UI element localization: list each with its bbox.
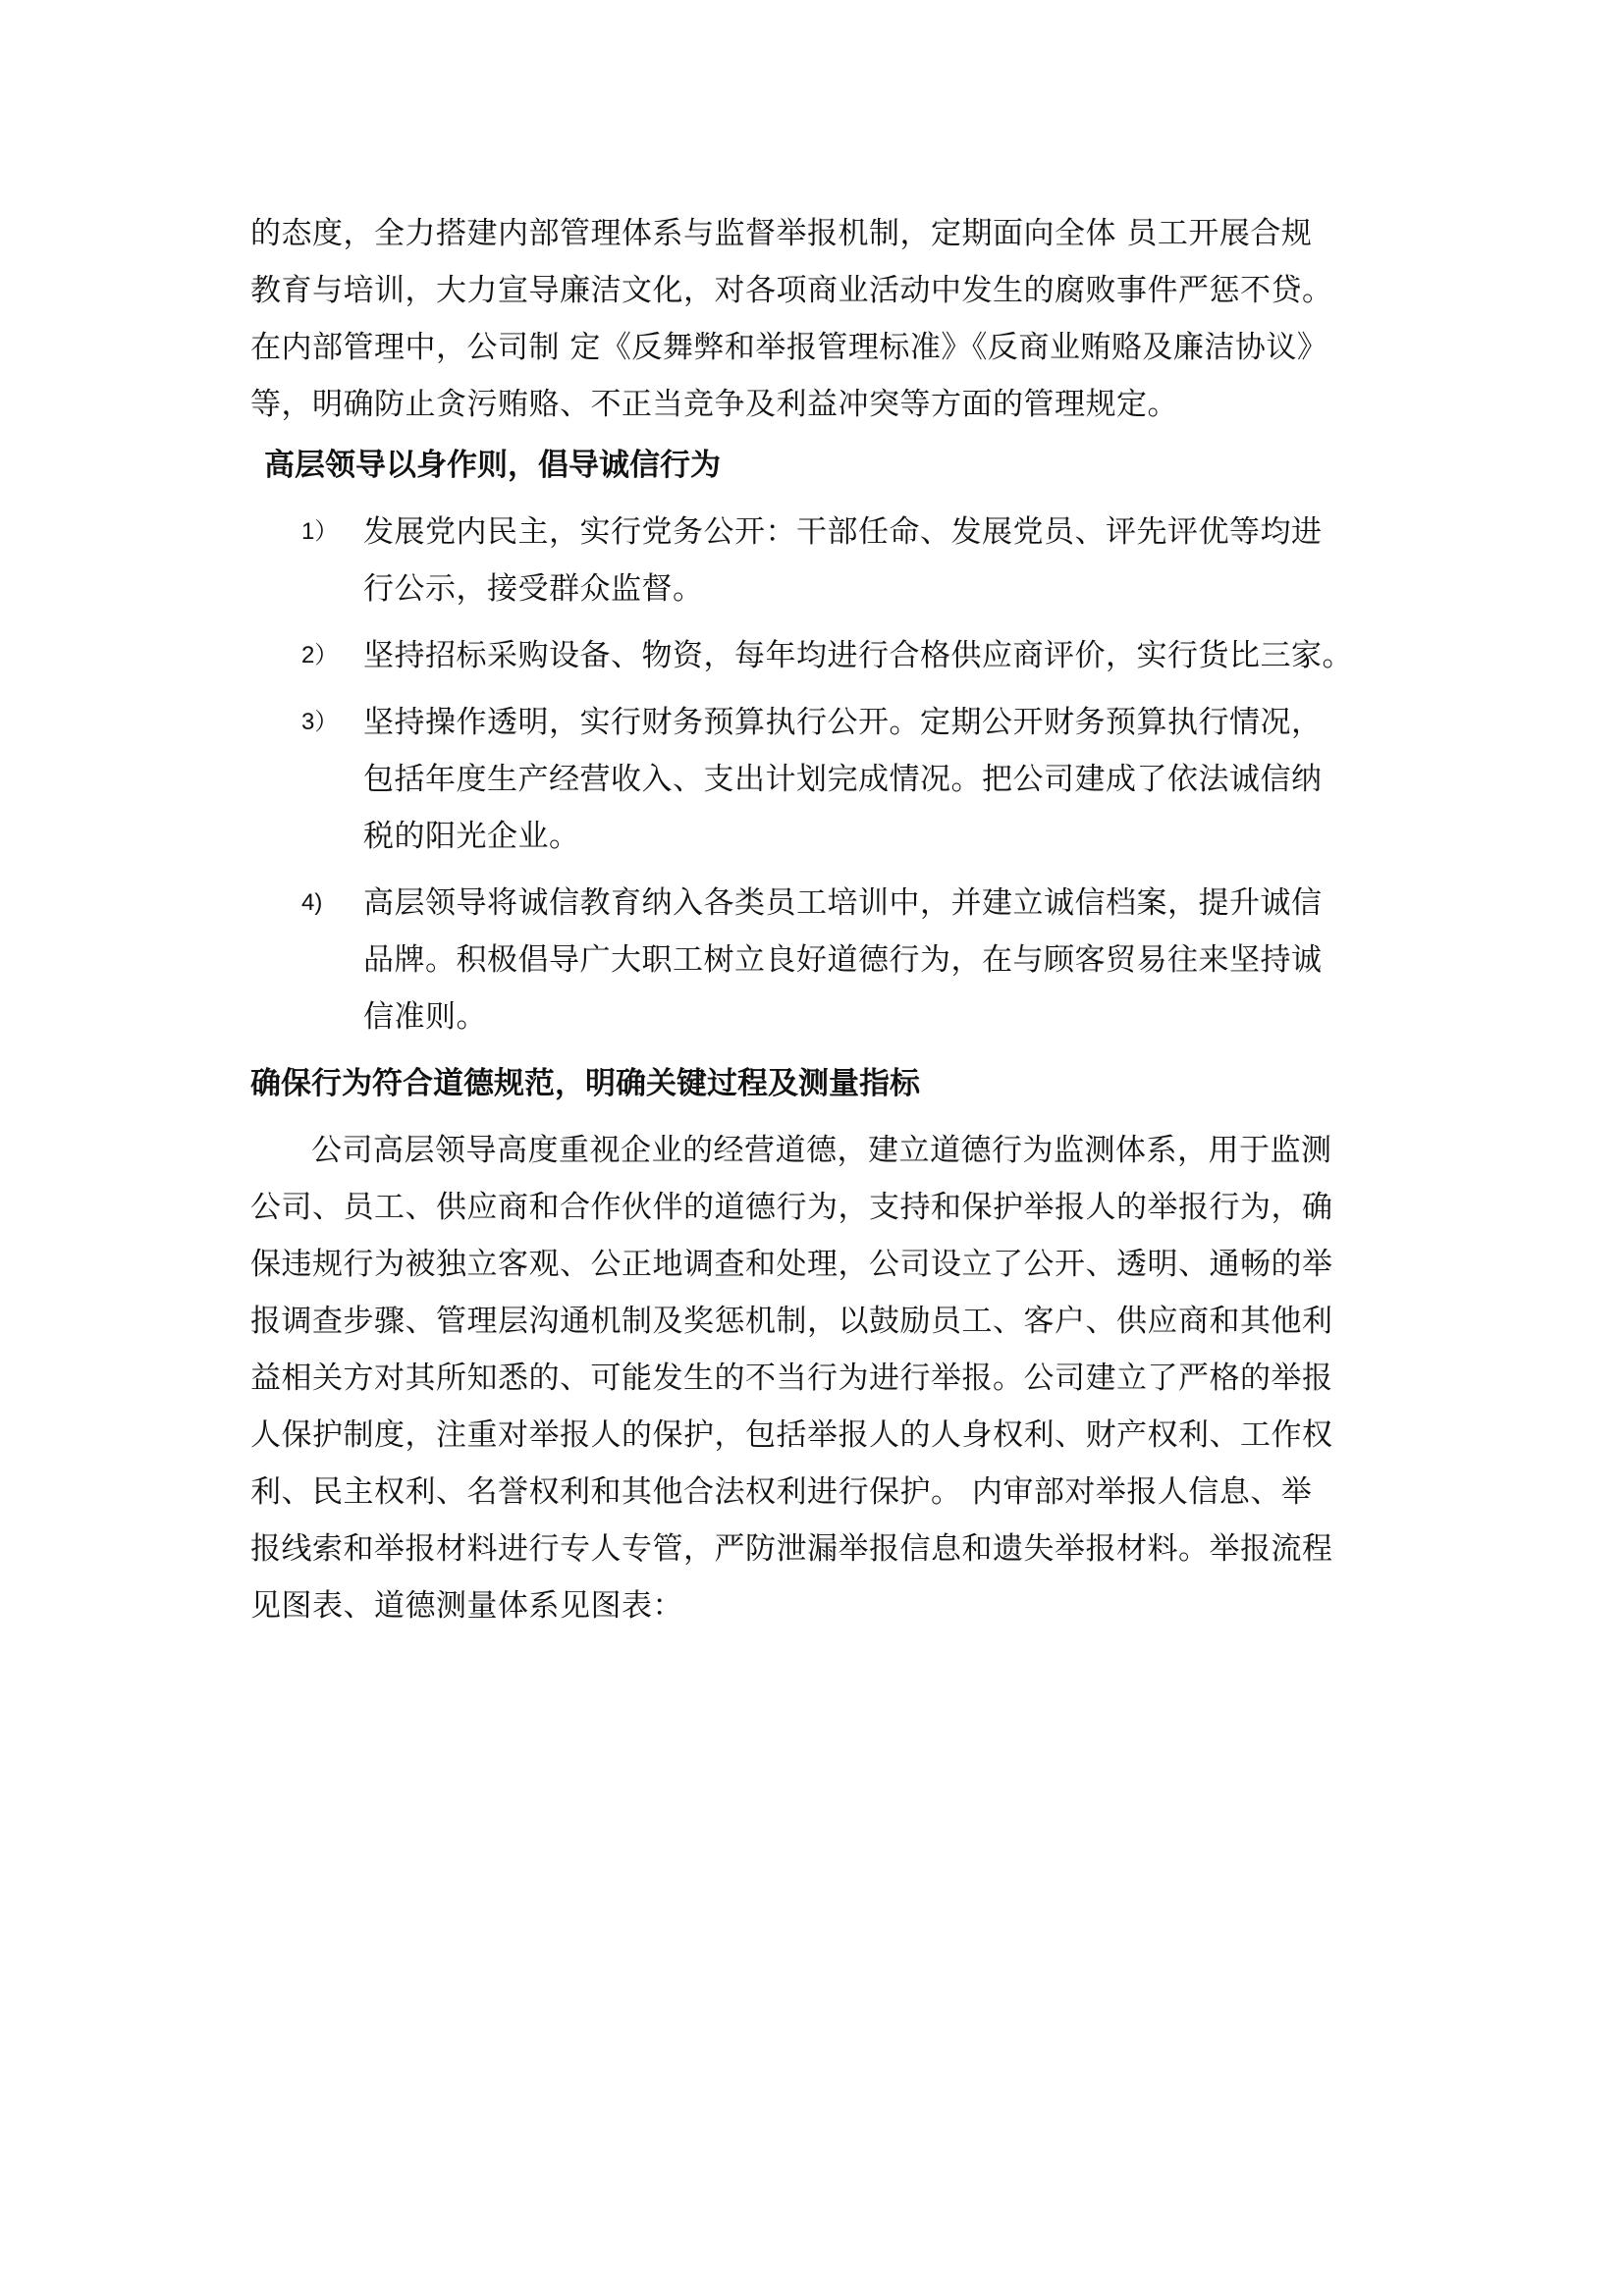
text-line: 税的阳光企业。 [363, 819, 580, 854]
section-heading-ethics: 确保行为符合道德规范，明确关键过程及测量指标 [250, 1066, 920, 1101]
text-line: 行公示，接受群众监督。 [363, 571, 704, 607]
text-line: 保违规行为被独立客观、公正地调查和处理，公司设立了公开、透明、通畅的举 [250, 1247, 1333, 1282]
text-line: 见图表、道德测量体系见图表： [250, 1588, 683, 1624]
text-line: 包括年度生产经营收入、支出计划完成情况。把公司建成了依法诚信纳 [363, 762, 1323, 797]
text-line: 坚持操作透明，实行财务预算执行公开。定期公开财务预算执行情况， [363, 705, 1323, 740]
text-line: 利、民主权利、名誉权利和其他合法权利进行保护。 内审部对举报人信息、举 [250, 1474, 1313, 1510]
text-line: 益相关方对其所知悉的、可能发生的不当行为进行举报。公司建立了严格的举报 [250, 1361, 1333, 1396]
ethics-paragraph [250, 1122, 1399, 1634]
list-item [250, 875, 1399, 1045]
section-heading-leadership: 高层领导以身作则，倡导诚信行为 [264, 448, 721, 483]
list-item [250, 694, 1399, 865]
text-line: 在内部管理中，公司制 定《反舞弊和举报管理标准》《反商业贿赂及廉洁协议》 [250, 330, 1328, 365]
list-item [250, 627, 1399, 684]
text-line: 教育与培训，大力宣导廉洁文化，对各项商业活动中发生的腐败事件严惩不贷。 [250, 273, 1333, 308]
page-content [250, 201, 1399, 1634]
text-line: 品牌。积极倡导广大职工树立良好道德行为，在与顾客贸易往来坚持诚 [363, 942, 1323, 978]
integrity-list [250, 504, 1399, 1045]
list-item-number: 3） [301, 709, 339, 735]
list-item [250, 504, 1399, 617]
list-item-number: 2） [301, 642, 339, 668]
intro-paragraph [250, 205, 1399, 433]
text-line: 报线索和举报材料进行专人专管，严防泄漏举报信息和遗失举报材料。举报流程 [250, 1531, 1333, 1567]
text-line: 公司高层领导高度重视企业的经营道德，建立道德行为监测体系，用于监测 [311, 1133, 1332, 1168]
text-line: 的态度，全力搭建内部管理体系与监督举报机制，定期面向全体 员工开展合规 [250, 216, 1313, 251]
text-line: 高层领导将诚信教育纳入各类员工培训中，并建立诚信档案，提升诚信 [363, 885, 1323, 921]
text-line: 公司、员工、供应商和合作伙伴的道德行为，支持和保护举报人的举报行为，确 [250, 1190, 1333, 1225]
text-line: 信准则。 [363, 999, 487, 1035]
text-line: 等，明确防止贪污贿赂、不正当竞争及利益冲突等方面的管理规定。 [250, 387, 1178, 422]
list-item-number: 1） [301, 518, 339, 545]
text-line: 人保护制度，注重对举报人的保护，包括举报人的人身权利、财产权利、工作权 [250, 1417, 1333, 1453]
text-line: 报调查步骤、管理层沟通机制及奖惩机制，以鼓励员工、客户、供应商和其他利 [250, 1304, 1333, 1339]
text-line: 坚持招标采购设备、物资，每年均进行合格供应商评价，实行货比三家。 [363, 638, 1353, 673]
text-line: 发展党内民主，实行党务公开：干部任命、发展党员、评先评优等均进 [363, 514, 1323, 550]
list-item-number: 4) [301, 889, 323, 916]
